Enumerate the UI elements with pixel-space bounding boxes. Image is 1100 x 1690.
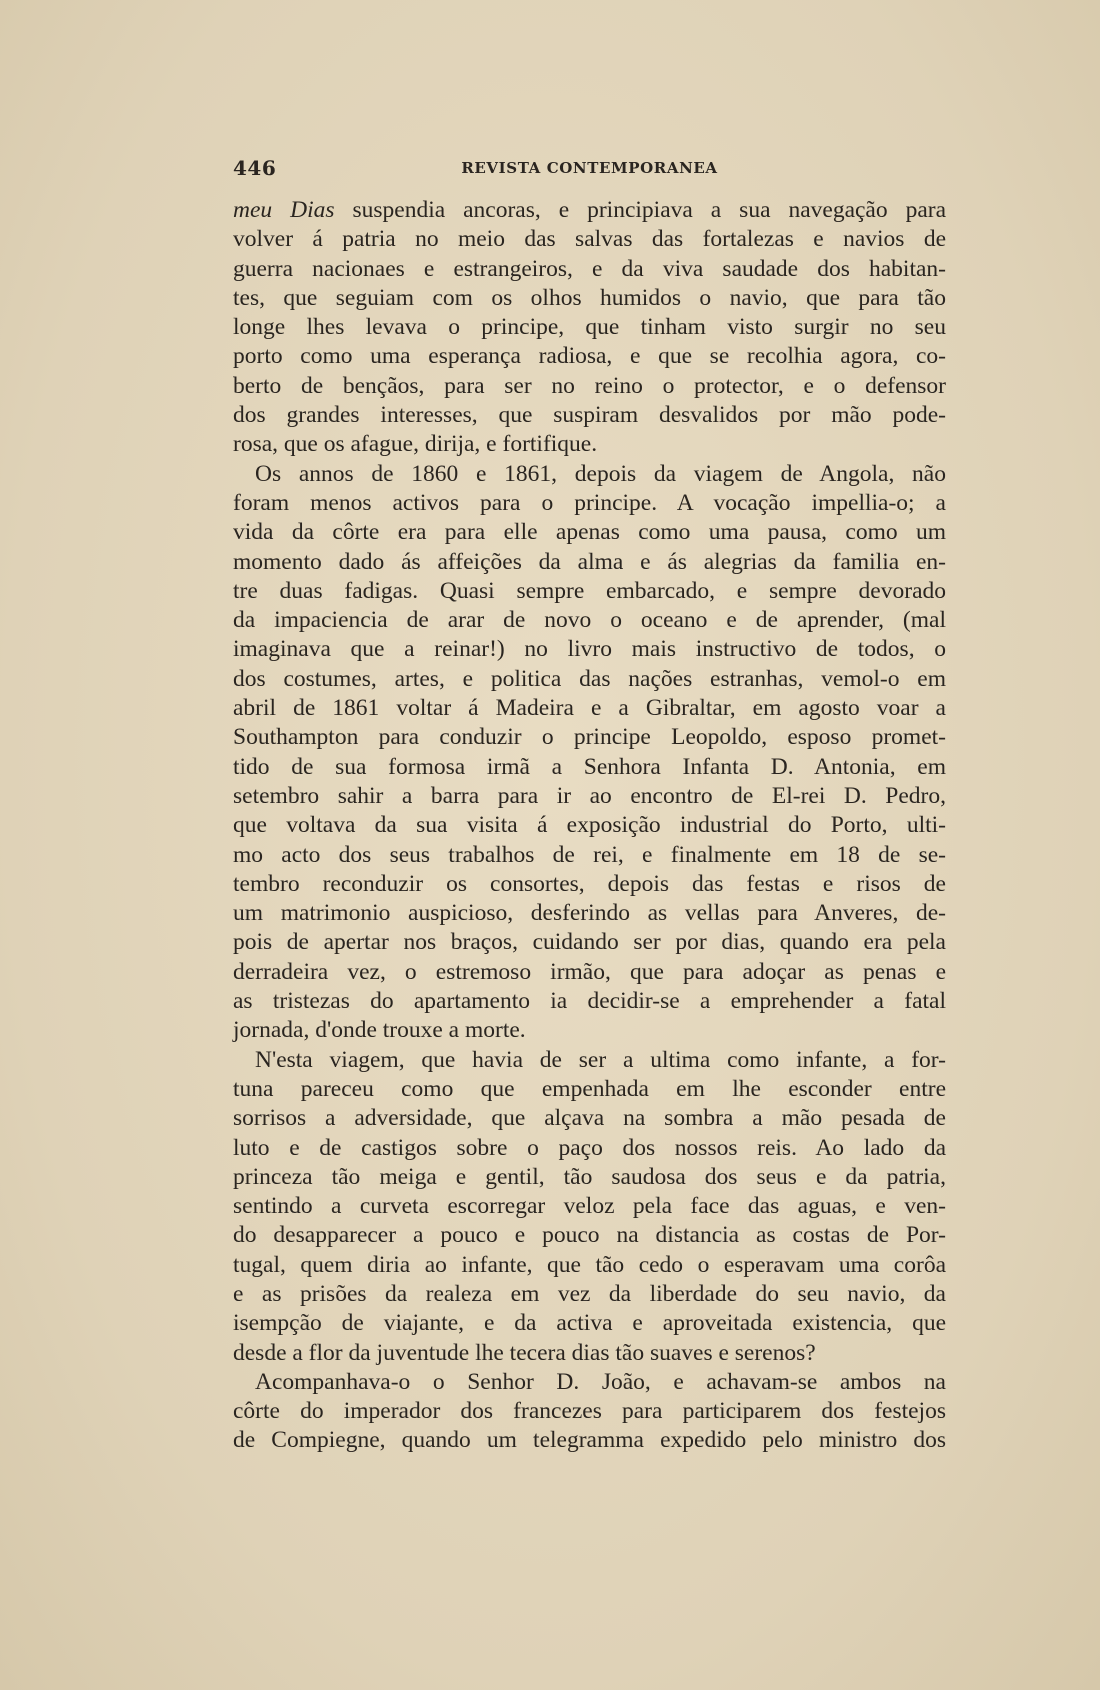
text-line: setembro sahir a barra para ir ao encontro de El-rei D. Pedro, — [233, 782, 946, 809]
text-line: isempção de viajante, e da activa e aproveitada existencia, que — [233, 1310, 946, 1337]
text-line: tembro reconduzir os consortes, depois das festas e risos de — [233, 870, 946, 897]
text-line: mo acto dos seus trabalhos de rei, e finalmente em 18 de se- — [233, 841, 946, 868]
text-line: de Compiegne, quando um telegramma expedido pelo ministro dos — [233, 1427, 946, 1454]
text-line: volver á patria no meio das salvas das fortalezas e navios de — [233, 226, 946, 253]
text-line: guerra nacionaes e estrangeiros, e da viva saudade dos habitan- — [233, 255, 946, 282]
text-line: derradeira vez, o estremoso irmão, que para adoçar as penas e — [233, 958, 946, 985]
text-line: sentindo a curveta escorregar veloz pela face das aguas, e ven- — [233, 1193, 946, 1220]
text-line: tido de sua formosa irmã a Senhora Infanta D. Antonia, em — [233, 753, 946, 780]
text-line: um matrimonio auspicioso, desferindo as vellas para Anveres, de- — [233, 900, 946, 927]
text-line: momento dado ás affeições da alma e ás alegrias da familia en- — [233, 548, 946, 575]
italic-phrase: meu Dias — [233, 197, 335, 223]
text-line: Os annos de 1860 e 1861, depois da viagem de Angola, não — [255, 460, 946, 487]
text-line: da impaciencia de arar de novo o oceano e de aprender, (mal — [233, 607, 946, 634]
text-line: desde a flor da juventude lhe tecera dias tão suaves e serenos? — [233, 1339, 816, 1366]
text-line: N'esta viagem, que havia de ser a ultima como infante, a for- — [255, 1046, 946, 1073]
text-line: porto como uma esperança radiosa, e que se recolhia agora, co- — [233, 343, 946, 370]
text-line: do desapparecer a pouco e pouco na distancia as costas de Por- — [233, 1222, 946, 1249]
text-line: pois de apertar nos braços, cuidando ser por dias, quando era pela — [233, 929, 946, 956]
text-line: imaginava que a reinar!) no livro mais instructivo de todos, o — [233, 636, 946, 663]
text-line: jornada, d'onde trouxe a morte. — [233, 1017, 526, 1044]
text-line: tuna pareceu como que empenhada em lhe esconder entre — [233, 1075, 946, 1102]
text-line — [233, 196, 946, 225]
text-line: longe lhes levava o principe, que tinham visto surgir no seu — [233, 314, 946, 341]
body-text — [233, 196, 946, 1456]
text-line: foram menos activos para o principe. A vocação impellia-o; a — [233, 489, 946, 516]
text-line: tugal, quem diria ao infante, que tão cedo o esperavam uma corôa — [233, 1251, 946, 1278]
line-continuation: suspendia ancoras, e principiava a sua navegação para — [334, 197, 947, 223]
text-line: Acompanhava-o o Senhor D. João, e achavam-se ambos na — [255, 1368, 946, 1395]
journal-title: REVISTA CONTEMPORANEA — [461, 159, 718, 177]
text-line: tre duas fadigas. Quasi sempre embarcado, e sempre devorado — [233, 577, 946, 604]
text-line: vida da côrte era para elle apenas como uma pausa, como um — [233, 519, 946, 546]
running-head — [233, 156, 946, 186]
text-line: dos grandes interesses, que suspiram desvalidos por mão pode- — [233, 402, 946, 429]
text-line: que voltava da sua visita á exposição industrial do Porto, ulti- — [233, 812, 946, 839]
page-number: 446 — [233, 156, 277, 180]
text-line: dos costumes, artes, e politica das nações estranhas, vemol-o em — [233, 665, 946, 692]
text-line: rosa, que os afague, dirija, e fortifique. — [233, 431, 598, 458]
text-line: sorrisos a adversidade, que alçava na sombra a mão pesada de — [233, 1105, 946, 1132]
text-line: princeza tão meiga e gentil, tão saudosa dos seus e da patria, — [233, 1163, 946, 1190]
text-line: côrte do imperador dos francezes para participarem dos festejos — [233, 1398, 946, 1425]
text-line: berto de bençãos, para ser no reino o protector, e o defensor — [233, 372, 946, 399]
text-line: e as prisões da realeza em vez da liberdade do seu navio, da — [233, 1280, 946, 1307]
text-line: abril de 1861 voltar á Madeira e a Gibraltar, em agosto voar a — [233, 695, 946, 722]
text-line: as tristezas do apartamento ia decidir-se a emprehender a fatal — [233, 988, 946, 1015]
text-line: tes, que seguiam com os olhos humidos o navio, que para tão — [233, 284, 946, 311]
text-line: Southampton para conduzir o principe Leopoldo, esposo promet- — [233, 724, 946, 751]
text-line: luto e de castigos sobre o paço dos nossos reis. Ao lado da — [233, 1134, 946, 1161]
